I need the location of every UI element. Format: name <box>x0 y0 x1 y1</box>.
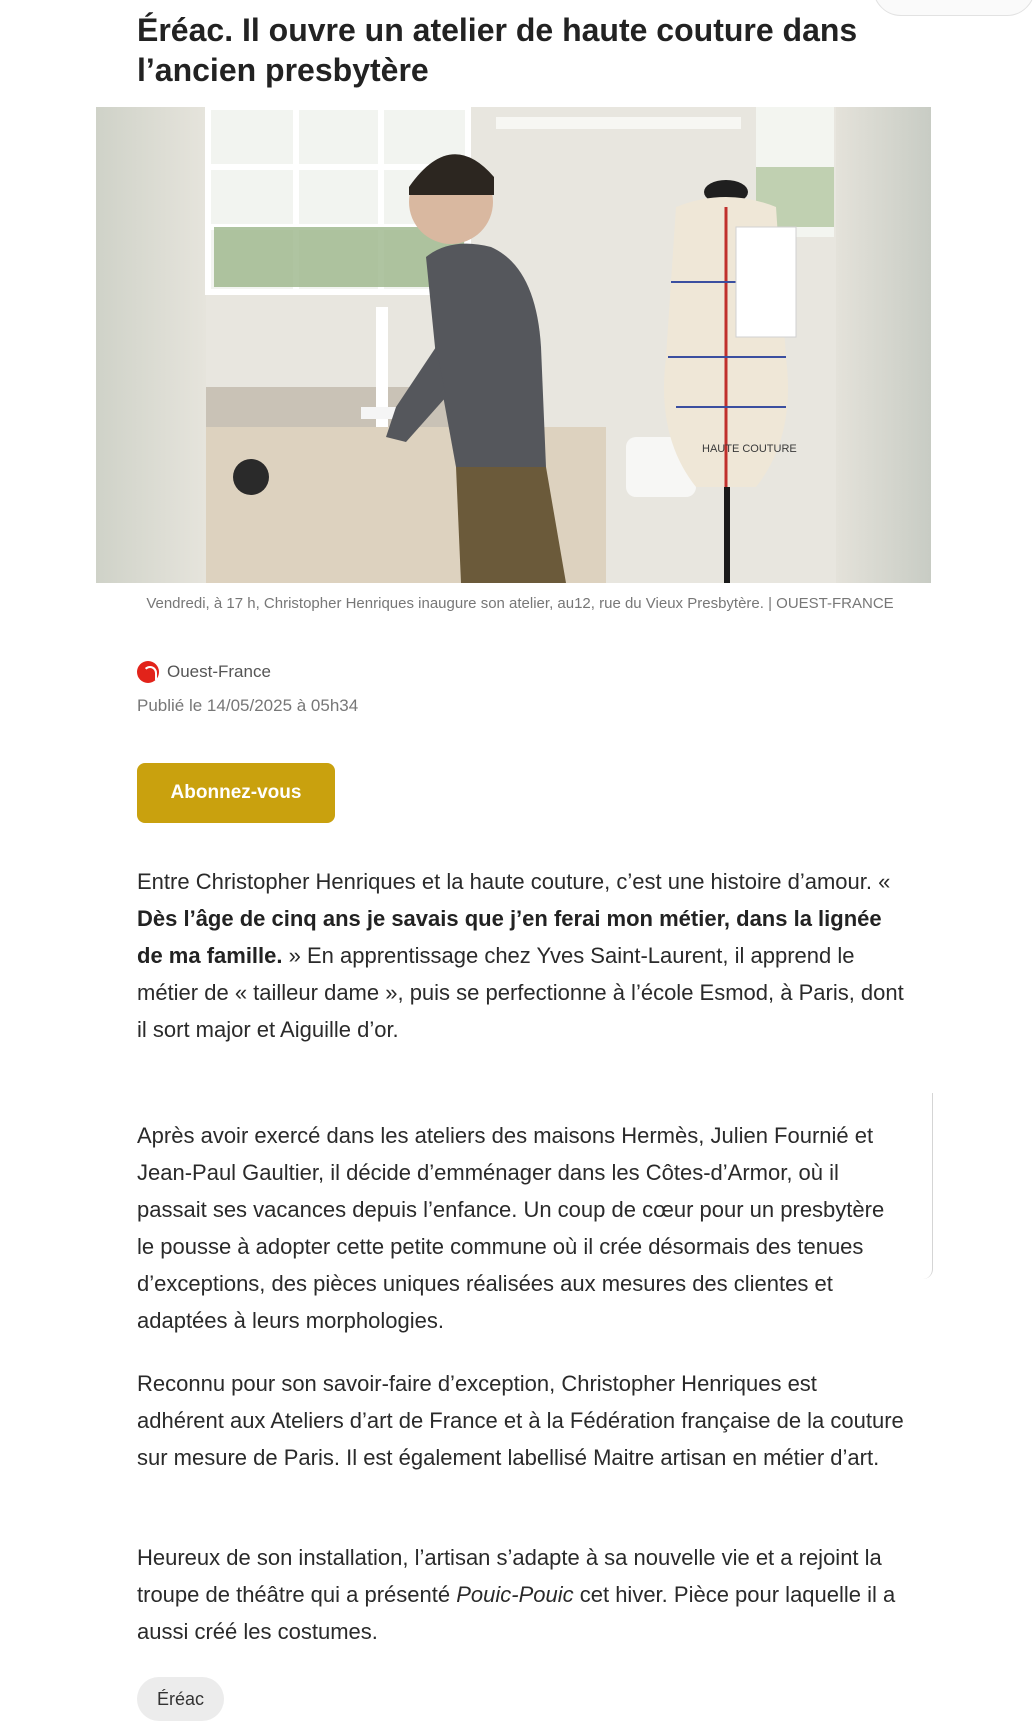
article-paragraph-2: Après avoir exercé dans les ateliers des maisons Hermès, Julien Fournié et Jean-Paul Gaultier, il décide d’emménager dans les Côtes-d’Armor, où il passait ses vacances depuis l’enfance. Un coup de cœur pour un presbytère le pousse à adopter cette petite commune où il crée désormais des tenues d’exceptions, des pièces uniques réalisées aux mesures des clientes et adaptées à leurs morphologies. <box>137 1123 885 1333</box>
p1-text-b: » En apprentissage chez Yves Saint-Laurent, il apprend le métier de « tailleur dame », puis se perfectionne à l’école Esmod, à Paris, dont il sort major et Aiguille d’or. <box>137 943 904 1042</box>
article-source[interactable] <box>137 661 271 683</box>
article-photo[interactable] <box>96 107 931 583</box>
article-title: Éréac. Il ouvre un atelier de haute couture dans l’ancien presbytère <box>137 12 858 88</box>
dress-form-label: HAUTE COUTURE <box>702 443 797 455</box>
scroll-indicator <box>922 1093 933 1279</box>
photo-caption: Vendredi, à 17 h, Christopher Henriques inaugure son atelier, au12, rue du Vieux Presbytère. | OUEST-FRANCE <box>146 595 894 612</box>
p1-quote: Dès l’âge de cinq ans je savais que j’en ferai mon métier, dans la lignée de ma famille. <box>137 906 882 968</box>
article-paragraph-1 <box>137 863 907 1048</box>
p4-play-title: Pouic-Pouic <box>456 1582 574 1607</box>
ouest-france-logo-icon <box>137 661 159 683</box>
p4-text-b: cet hiver. Pièce pour laquelle il a aussi créé les costumes. <box>137 1582 896 1644</box>
article-paragraph-4 <box>137 1539 907 1650</box>
subscribe-button[interactable]: Abonnez-vous <box>137 763 335 823</box>
p1-text-a: Entre Christopher Henriques et la haute couture, c’est une histoire d’amour. « <box>137 869 891 894</box>
publish-date: Publié le 14/05/2025 à 05h34 <box>137 696 359 715</box>
atelier-photo-illustration <box>96 107 931 583</box>
top-floating-pill <box>873 0 1035 16</box>
tag-ereac[interactable]: Éréac <box>137 1677 224 1721</box>
source-name: Ouest-France <box>167 662 271 681</box>
article-paragraph-3: Reconnu pour son savoir-faire d’exception, Christopher Henriques est adhérent aux Ateliers d’art de France et à la Fédération française de la couture sur mesure de Paris. Il est également labellisé Maitre artisan en métier d’art. <box>137 1371 904 1470</box>
p4-text-a: Heureux de son installation, l’artisan s’adapte à sa nouvelle vie et a rejoint la troupe de théâtre qui a présenté <box>137 1545 882 1607</box>
